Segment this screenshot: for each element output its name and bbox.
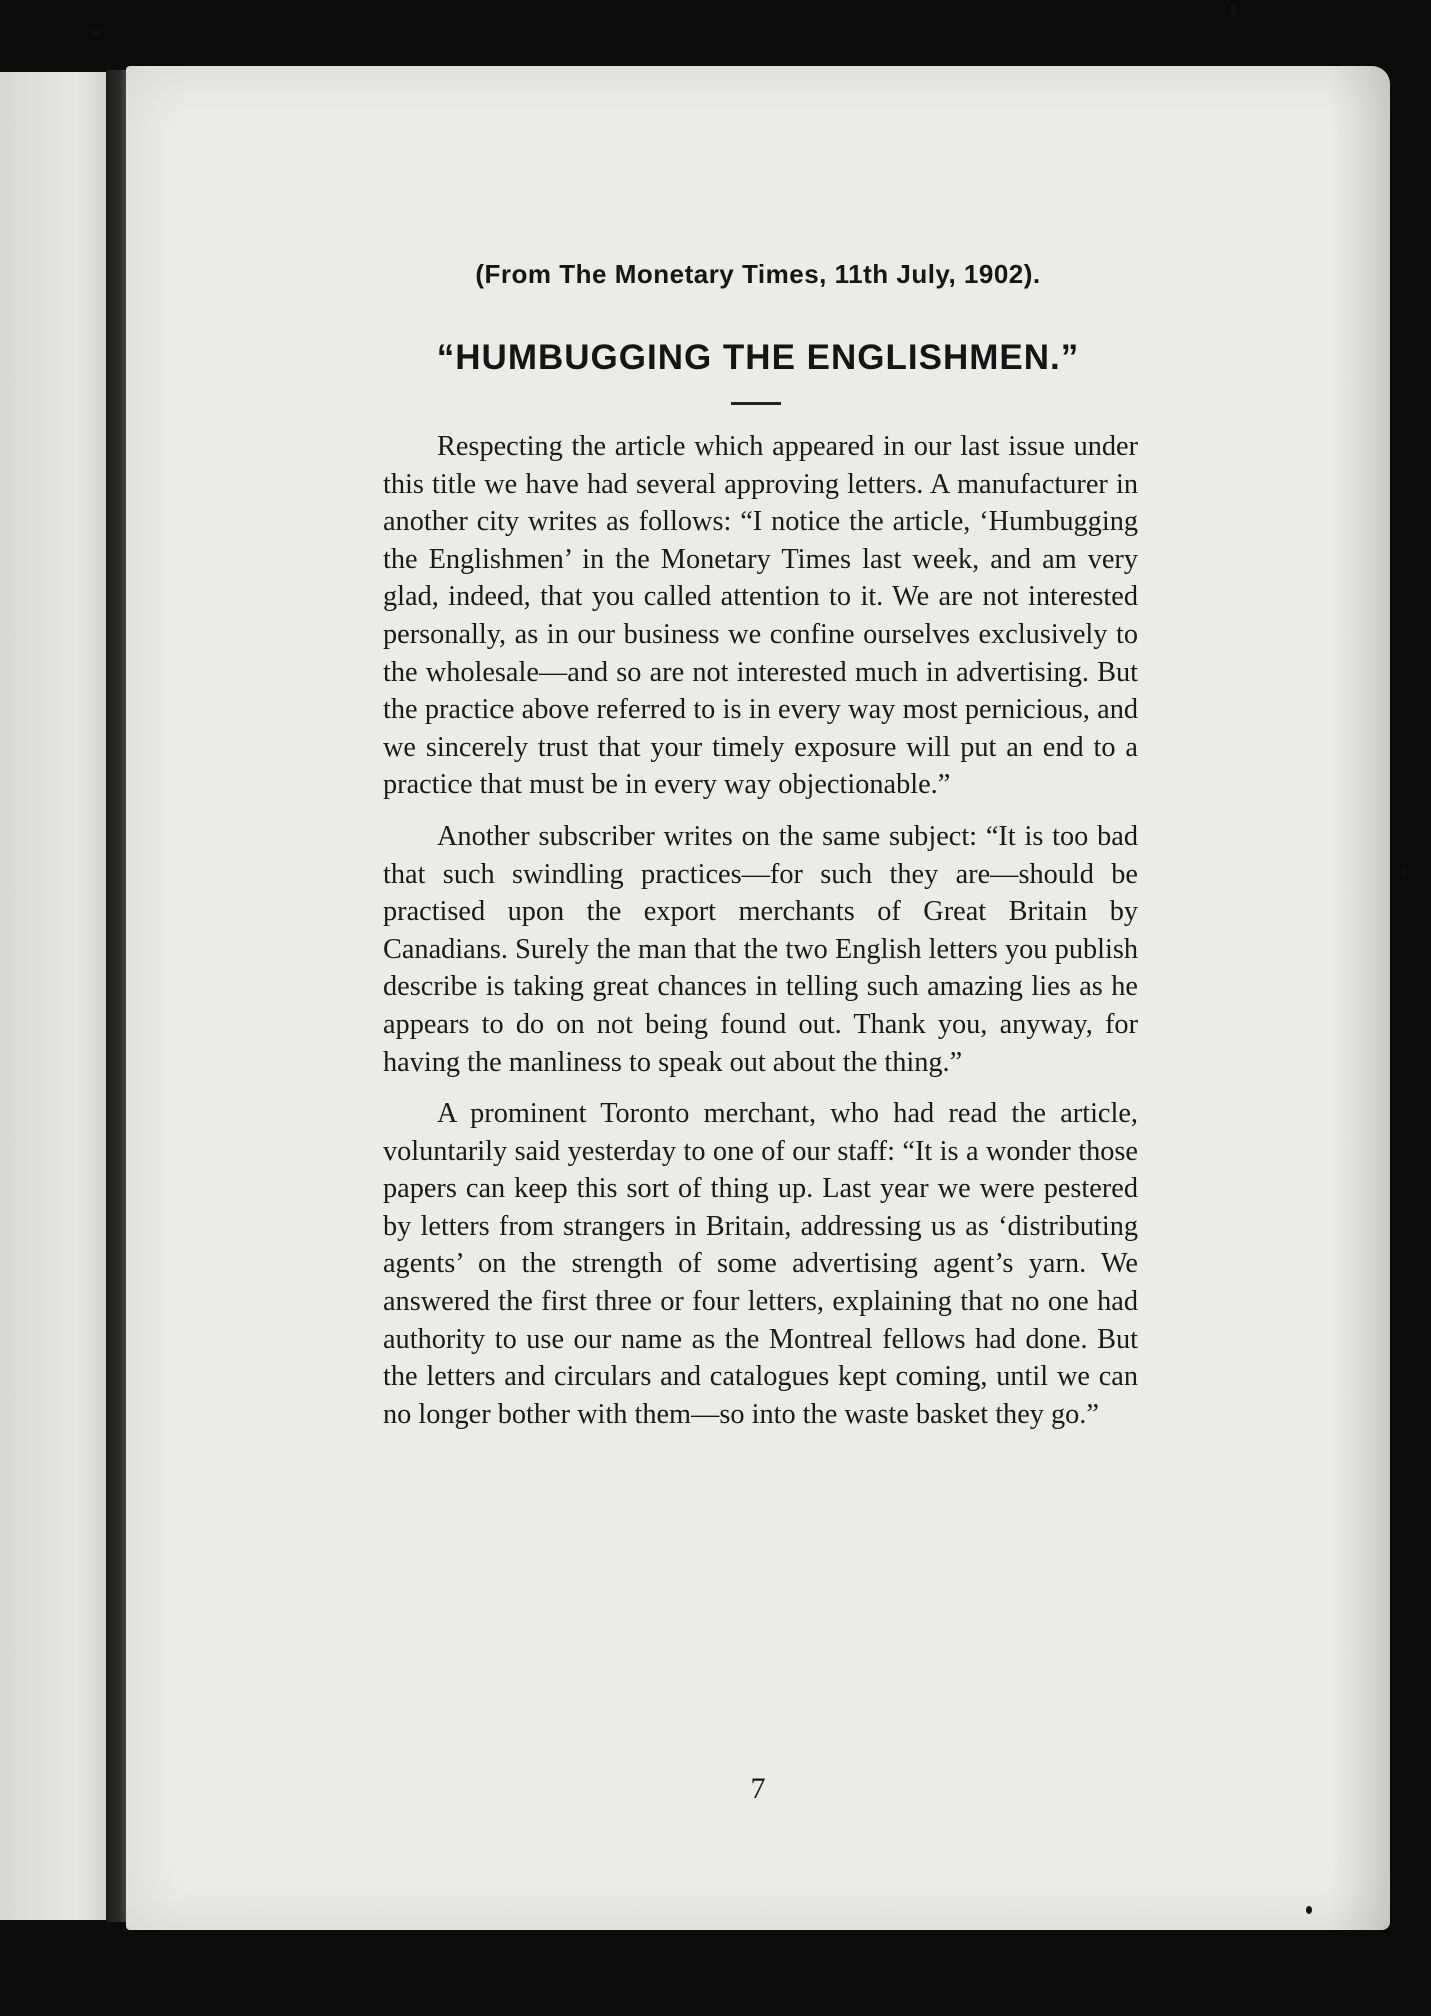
previous-page-edge bbox=[0, 72, 110, 1920]
dust-speck bbox=[1306, 1906, 1312, 1914]
dust-speck bbox=[1402, 868, 1407, 877]
paragraph-3: A prominent Toronto merchant, who had read the article, voluntarily said yesterday to one of our staff: “It is a wonder those papers can keep this sort of thing up. Last year we were pestered by letters from strangers in Britain, addressing us as ‘distributing agents’ on the strength of some advertising agent’s yarn. We answered the first three or four letters, explaining that no one had authority to use our name as the Montreal fellows had done. But the letters and circulars and catalogues kept coming, until we can no longer bother with them—so into the waste basket they go.” bbox=[383, 1098, 1138, 1430]
book-spine-shadow bbox=[106, 70, 128, 1922]
paragraph-2: Another subscriber writes on the same subject: “It is too bad that such swindling practices—for such they are—should be practised upon the export merchants of Great Britain by Canadians. Surely the man that the two English letters you publish describe is taking great chances in telling such amazing lies as he appears to do on not being found out. Thank you, anyway, for having the manliness to speak out about the thing.” bbox=[383, 820, 1138, 1078]
title-divider bbox=[731, 402, 781, 405]
book-page bbox=[126, 66, 1390, 1930]
article-body bbox=[383, 428, 1138, 1433]
source-citation: (From The Monetary Times, 11th July, 1902). bbox=[475, 259, 1041, 289]
dust-speck bbox=[92, 30, 100, 36]
paragraph-1: Respecting the article which appeared in our last issue under this title we have had several approving letters. A manufacturer in another city writes as follows: “I notice the article, ‘Humbugging the Englishmen’ in the Monetary Times last week, and am very glad, indeed, that you called attention to it. We are not interested personally, as in our business we confine ourselves exclusively to the wholesale—and so are not interested much in advertising. But the practice above referred to is in every way most pernicious, and we sincerely trust that your timely exposure will put an end to a practice that must be in every way objectionable.” bbox=[383, 431, 1138, 801]
article-title: “HUMBUGGING THE ENGLISHMEN.” bbox=[436, 338, 1080, 377]
page-number: 7 bbox=[750, 1772, 766, 1805]
dust-speck bbox=[1230, 4, 1236, 18]
